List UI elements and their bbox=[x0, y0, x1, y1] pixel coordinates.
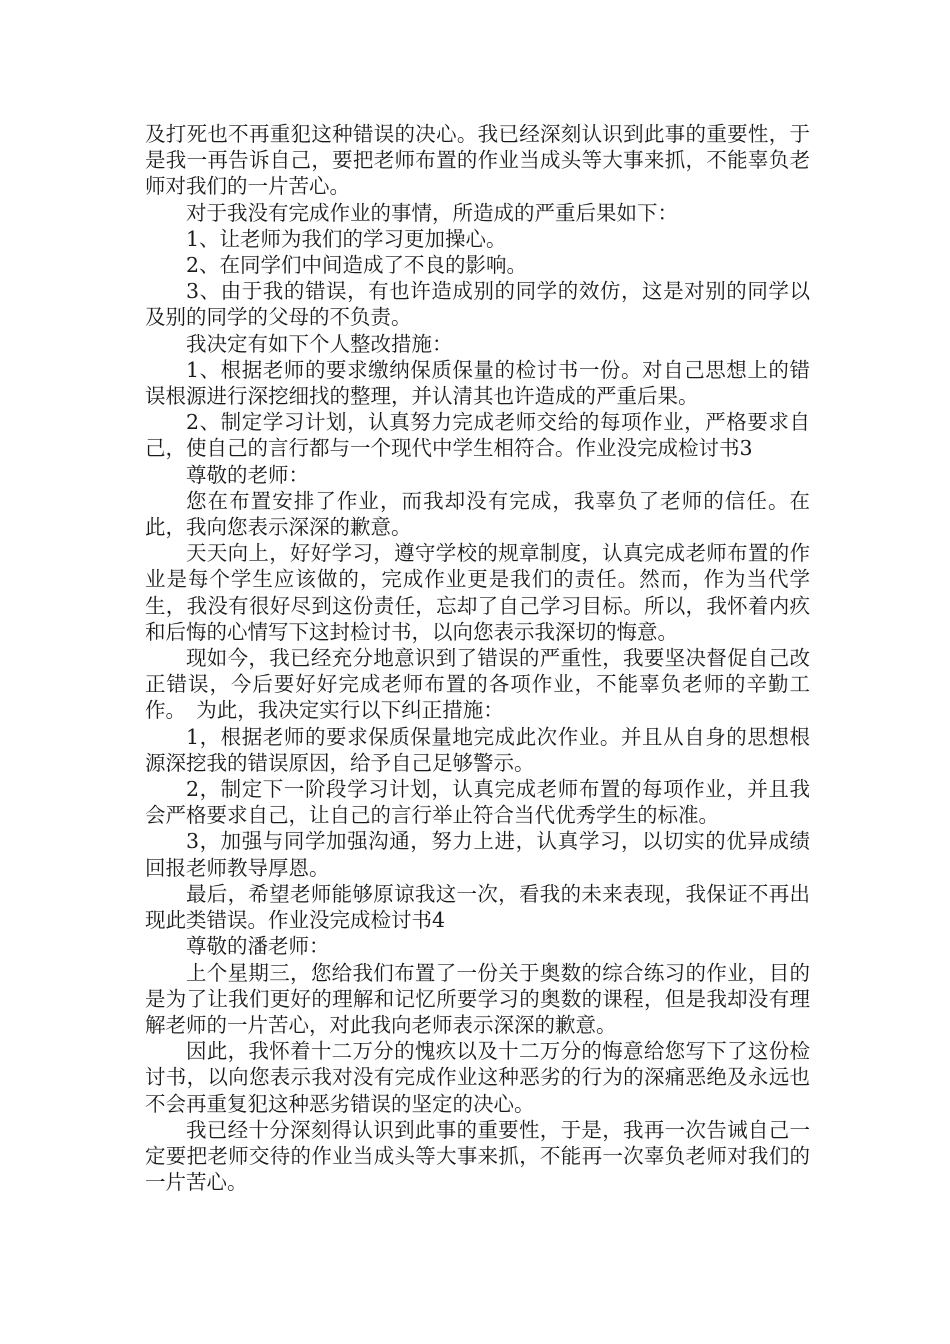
paragraph: 天天向上，好好学习，遵守学校的规章制度，认真完成老师布置的作业是每个学生应该做的，完成作业更是我们的责任。然而，作为当代学生，我没有很好尽到这份责任，忘却了自己学习目标。所以，我怀着内疚和后悔的心情写下这封检讨书，以向您表示我深切的悔意。 bbox=[145, 541, 810, 644]
list-item: 2、在同学们中间造成了不良的影响。 bbox=[186, 253, 528, 278]
paragraph: 您在布置安排了作业，而我却没有完成，我辜负了老师的信任。在此，我向您表示深深的歉意。 bbox=[145, 488, 810, 540]
paragraph: 我已经十分深刻得认识到此事的重要性，于是，我再一次告诫自己一定要把老师交待的作业当成头等大事来抓，不能再一次辜负老师对我们的一片苦心。 bbox=[145, 1117, 810, 1195]
document-body bbox=[145, 121, 810, 1195]
paragraph: 现如今，我已经充分地意识到了错误的严重性，我要坚决督促自己改正错误，今后要好好完成老师布置的各项作业，不能辜负老师的辛勤工作。 为此，我决定实行以下纠正措施： bbox=[145, 646, 810, 723]
paragraph: 上个星期三，您给我们布置了一份关于奥数的综合练习的作业，目的是为了让我们更好的理解和记忆所要学习的奥数的课程，但是我却没有理解老师的一片苦心，对此我向老师表示深深的歉意。 bbox=[145, 960, 810, 1037]
paragraph: 及打死也不再重犯这种错误的决心。我已经深刻认识到此事的重要性，于是我一再告诉自己，要把老师布置的作业当成头等大事来抓，不能辜负老师对我们的一片苦心。 bbox=[145, 122, 810, 199]
list-item: 1，根据老师的要求保质保量地完成此次作业。并且从自身的思想根源深挖我的错误原因，给予自己足够警示。 bbox=[145, 724, 810, 775]
list-item: 2、制定学习计划，认真努力完成老师交给的每项作业，严格要求自己，使自己的言行都与一个现代中学生相符合。作业没完成检讨书3 bbox=[145, 410, 810, 461]
salutation: 尊敬的老师： bbox=[186, 462, 309, 487]
list-item: 2，制定下一阶段学习计划，认真完成老师布置的每项作业，并且我会严格要求自己，让自己的言行举止符合当代优秀学生的标准。 bbox=[145, 777, 810, 828]
salutation: 尊敬的潘老师： bbox=[186, 934, 330, 959]
paragraph: 我决定有如下个人整改措施： bbox=[186, 331, 453, 356]
list-item: 1、根据老师的要求缴纳保质保量的检讨书一份。对自己思想上的错误根源进行深挖细找的整理，并认清其也许造成的严重后果。 bbox=[145, 357, 810, 409]
paragraph: 最后，希望老师能够原谅我这一次，看我的未来表现，我保证不再出现此类错误。作业没完成检讨书4 bbox=[145, 881, 810, 933]
list-item: 3，加强与同学加强沟通，努力上进，认真学习，以切实的优异成绩回报老师教导厚恩。 bbox=[145, 829, 810, 880]
list-item: 3、由于我的错误，有也许造成别的同学的效仿，这是对别的同学以及别的同学的父母的不负责。 bbox=[145, 279, 810, 330]
list-item: 1、让老师为我们的学习更加操心。 bbox=[186, 226, 507, 251]
paragraph: 对于我没有完成作业的事情，所造成的严重后果如下： bbox=[186, 200, 678, 225]
paragraph: 因此，我怀着十二万分的愧疚以及十二万分的悔意给您写下了这份检讨书，以向您表示我对没有完成作业这种恶劣的行为的深痛恶绝及永远也不会再重复犯这种恶劣错误的坚定的决心。 bbox=[145, 1039, 810, 1116]
